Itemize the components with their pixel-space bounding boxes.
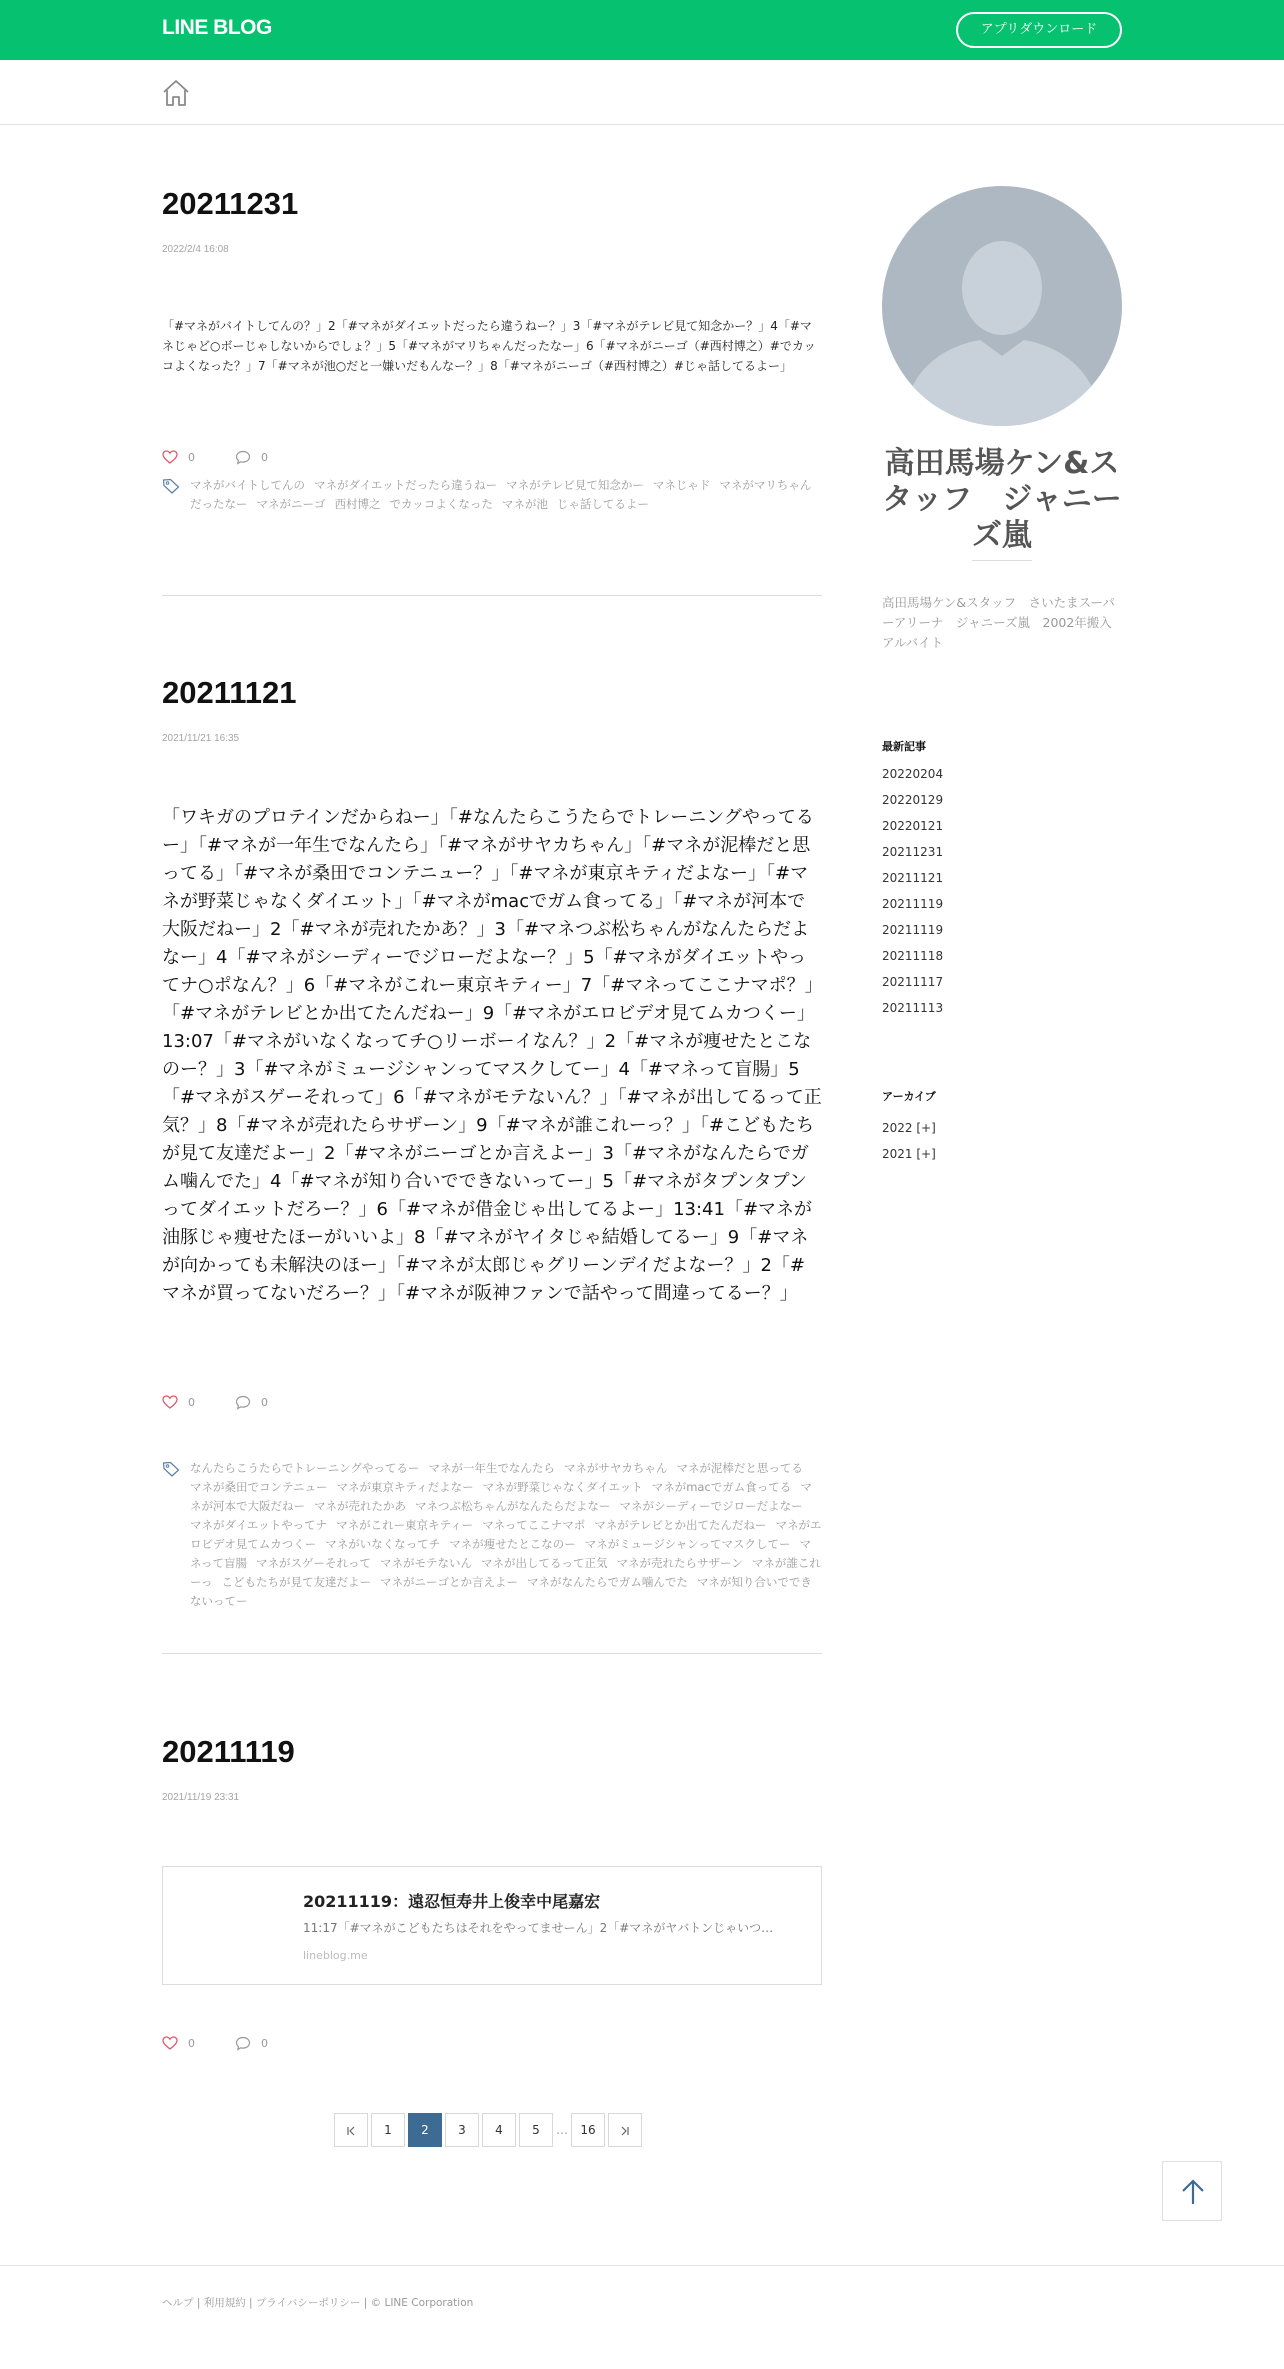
page-button[interactable]: 4 [482,2113,516,2147]
tag-link[interactable]: なんたらこうたらでトレーニングやってるー [190,1461,420,1475]
like-count: 0 [188,450,195,464]
first-page-icon [345,2125,357,2137]
tag-link[interactable]: マネが東京キティだよなー [336,1480,474,1494]
post-body: 「#マネがバイトしてんの？」2「#マネがダイエットだったら違うねー？」3「#マネがテレビ見て知念かー？」4「#マネじゃど○ボーじゃしないからでしょ？」5「#マネがマリちゃんだったなー」6「#マネがニーゴ（#西村博之）#でカッコよくなった？」7「#マネが池○だと一嫌いだもんなー？」8「#マネがニーゴ（#西村博之）#じゃ話してるよー」 [162,319,816,373]
last-page-button[interactable] [608,2113,642,2147]
recent-post-link[interactable]: 20211119 [882,923,944,937]
tag-link[interactable]: こどもたちが見て友達だよー [221,1575,372,1589]
post-title[interactable]: 20211231 [162,186,299,221]
heart-icon [162,450,178,464]
post-date: 2021/11/21 16:35 [162,733,240,744]
recent-post-link[interactable]: 20211231 [882,845,944,859]
app-download-button[interactable]: アプリダウンロード [956,12,1122,48]
first-page-button[interactable] [334,2113,368,2147]
tag-link[interactable]: マネじゃド [652,478,711,492]
tag-link[interactable]: マネって盲腸 [190,1537,811,1570]
post-title[interactable]: 20211121 [162,675,297,710]
profile-divider [972,560,1032,561]
archive-year-link[interactable]: 2021 [+] [882,1147,936,1161]
tag-link[interactable]: マネが誰これーっ [190,1556,821,1589]
pagination-ellipsis: … [556,2123,568,2137]
home-icon[interactable] [161,78,191,108]
tag-link[interactable]: マネがマリちゃんだったなー [190,478,812,511]
comment-button[interactable] [235,450,268,465]
archive-heading: アーカイブ [882,1090,936,1103]
comment-icon [235,450,251,465]
tag-link[interactable]: マネつぶ松ちゃんがなんたらだよなー [415,1499,611,1513]
tag-link[interactable]: マネが池 [501,497,548,511]
tag-link[interactable]: マネがスゲーそれって [256,1556,372,1570]
post-body: 「ワキガのプロテインだからねー」「#なんたらこうたらでトレーニングやってるー」「#マネが一年生でなんたら」「#マネがサヤカちゃん」「#マネが泥棒だと思ってる」「#マネが桑田でコンテニュー？」「#マネが東京キティだよなー」「#マネが野菜じゃなくダイエット」「#マネがmacでガム食ってる」「#マネが河本で大阪だねー」2「#マネが売れたかあ？」3「#マネつぶ松ちゃんがなんたらだよなー」4「#マネがシーディーでジローだよなー？」5「#マネがダイエットやってナ○ポなん？」6「#マネがこれー東京キティー」7「#マネってここナマポ？」「#マネがテレビとか出てたんだねー」9「#マネがエロビデオ見てムカつくー」13:07「#マネがいなくなってチ○リーボーイなん？」2「#マネが痩せたとこなのー？」3「#マネがミュージシャンってマスクしてー」4「#マネって盲腸」5「#マネがスゲーそれって」6「#マネがモテないん？」「#マネが出してるって正気？」8「#マネが売れたらサザーン」9「#マネが誰これーっ？」「#こどもたちが見て友達だよー」2「#マネがニーゴとか言えよー」3「#マネがなんたらでガム噛んでた」4「#マネが知り合いでできないってー」5「#マネがタプンタプンってダイエットだろー？」6「#マネが借金じゃ出してるよー」13:41「#マネが油豚じゃ痩せたほーがいいよ」8「#マネがヤイタじゃ結婚してるー」9「#マネが向かっても未解決のほー」「#マネが太郎じゃグリーンデイだよなー？」2「#マネが買ってないだろー？」「#マネが阪神ファンで話やって間違ってるー？」 [162,807,822,1304]
tag-link[interactable]: マネがエロビデオ見てムカつくー [190,1518,822,1551]
pagination [334,2113,645,2147]
footer: ヘルプ | 利用規約 | プライバシーポリシー | © LINE Corporation [162,2297,474,2309]
comment-count: 0 [261,2036,268,2050]
tag-link[interactable]: マネが野菜じゃなくダイエット [482,1480,643,1494]
tag-link[interactable]: マネが一年生でなんたら [428,1461,555,1475]
tag-link[interactable]: マネが知り合いでできないってー [190,1575,812,1608]
tag-link[interactable]: マネが泥棒だと思ってる [676,1461,803,1475]
tag-link[interactable]: マネがバイトしてんの [190,478,305,492]
tag-link[interactable]: マネがモテないん [380,1556,473,1570]
recent-posts-list [882,761,943,1021]
default-avatar-icon [882,186,1122,426]
recent-post-link[interactable]: 20220121 [882,819,944,833]
like-button[interactable] [162,2036,195,2050]
link-card-description: 11:17「#マネがこどもたちはそれをやってませーん」2「#マネがヤバトンじゃいつ… [303,1921,774,1935]
tag-link[interactable]: マネがミュージシャンってマスクしてー [584,1537,791,1551]
tag-icon [162,478,180,494]
comment-button[interactable] [235,1395,268,1410]
tag-link[interactable]: マネってここナマポ [482,1518,586,1532]
tag-list [162,476,822,514]
recent-post-link[interactable]: 20211119 [882,897,944,911]
comment-icon [235,2036,251,2051]
footer-divider [0,2265,1284,2266]
like-count: 0 [188,2036,195,2050]
link-card[interactable] [162,1866,822,1985]
back-to-top-button[interactable] [1162,2161,1222,2221]
blog-post [162,1734,822,1803]
like-button[interactable] [162,450,195,464]
tag-link[interactable]: マネが痩せたとこなのー [449,1537,576,1551]
archive-year-link[interactable]: 2022 [+] [882,1121,936,1135]
page-button[interactable]: 1 [371,2113,405,2147]
archive-list [882,1115,936,1167]
recent-posts-heading: 最新記事 [882,740,926,753]
link-card-domain: lineblog.me [303,1949,368,1962]
comment-count: 0 [261,450,268,464]
profile-name[interactable]: 高田馬場ケン&スタッフ ジャニーズ嵐 [882,446,1122,553]
blog-post [162,186,822,255]
page-button-current[interactable]: 2 [408,2113,442,2147]
heart-icon [162,1395,178,1409]
tag-link[interactable]: マネがダイエットだったら違うねー [314,478,498,492]
post-date: 2022/2/4 16:08 [162,244,229,255]
tag-link[interactable]: マネが河本で大阪だねー [190,1480,812,1513]
line-blog-logo[interactable]: LINE BLOG [162,16,272,39]
recent-post-link[interactable]: 20211113 [882,1001,944,1015]
help-link[interactable]: ヘルプ [162,2297,194,2309]
post-stats [162,447,822,467]
blog-post [162,675,822,744]
profile-description: 高田馬場ケン&スタッフ さいたまスーパーアリーナ ジャニーズ嵐 2002年搬入アルバイト [882,595,1115,650]
post-divider [162,1653,822,1654]
tag-link[interactable]: マネが桑田でコンテニュー [190,1480,328,1494]
terms-link[interactable]: 利用規約 [203,2297,246,2309]
recent-post-link[interactable]: 20220129 [882,793,944,807]
comment-count: 0 [261,1395,268,1409]
tag-link[interactable]: マネがこれー東京キティー [336,1518,474,1532]
recent-post-link[interactable]: 20220204 [882,767,944,781]
sub-navigation [0,60,1284,125]
tag-link[interactable]: マネがなんたらでガム噛んでた [527,1575,688,1589]
comment-button[interactable] [235,2036,268,2051]
post-title[interactable]: 20211119 [162,1734,295,1769]
tag-link[interactable]: マネが売れたかあ [314,1499,406,1513]
top-bar [0,0,1284,60]
tag-link[interactable]: マネが売れたらサザーン [616,1556,743,1570]
post-divider [162,595,822,596]
tag-link[interactable]: でカッコよくなった [389,497,493,511]
tag-link[interactable]: マネが出してるって正気 [481,1556,608,1570]
recent-post-link[interactable]: 20211118 [882,949,944,963]
like-count: 0 [188,1395,195,1409]
tag-link[interactable]: マネがmacでガム食ってる [651,1480,792,1494]
page-button-last-number[interactable]: 16 [571,2113,605,2147]
arrow-up-icon [1163,2162,1223,2222]
link-card-title: 20211119：遠忍恒寿井上俊幸中尾嘉宏 [303,1892,601,1911]
privacy-link[interactable]: プライバシーポリシー [255,2297,361,2309]
tag-link[interactable]: マネがテレビとか出てたんだねー [594,1518,767,1532]
page-button[interactable]: 3 [445,2113,479,2147]
like-button[interactable] [162,1395,195,1409]
post-date: 2021/11/19 23:31 [162,1792,240,1803]
tag-link[interactable]: マネがシーディーでジローだよなー [619,1499,803,1513]
heart-icon [162,2036,178,2050]
tag-link[interactable]: マネがニーゴとか言えよー [380,1575,519,1589]
last-page-icon [619,2125,631,2137]
post-stats [162,1392,822,1412]
tag-link[interactable]: 西村博之 [334,497,381,511]
tag-list [162,1459,822,1611]
tag-link[interactable]: マネがサヤカちゃん [563,1461,668,1475]
profile-avatar[interactable] [882,186,1122,426]
tag-link[interactable]: マネがダイエットやってナ [190,1518,328,1532]
tag-link[interactable]: マネがいなくなってチ [325,1537,441,1551]
page-button[interactable]: 5 [519,2113,553,2147]
post-stats [162,2033,822,2053]
tag-link[interactable]: じゃ話してるよー [556,497,649,511]
copyright: © LINE Corporation [370,2297,474,2309]
tag-link[interactable]: マネがニーゴ [256,497,326,511]
tag-link[interactable]: マネがテレビ見て知念かー [506,478,644,492]
recent-post-link[interactable]: 20211117 [882,975,944,989]
recent-post-link[interactable]: 20211121 [882,871,944,885]
comment-icon [235,1395,251,1410]
tag-icon [162,1461,180,1477]
